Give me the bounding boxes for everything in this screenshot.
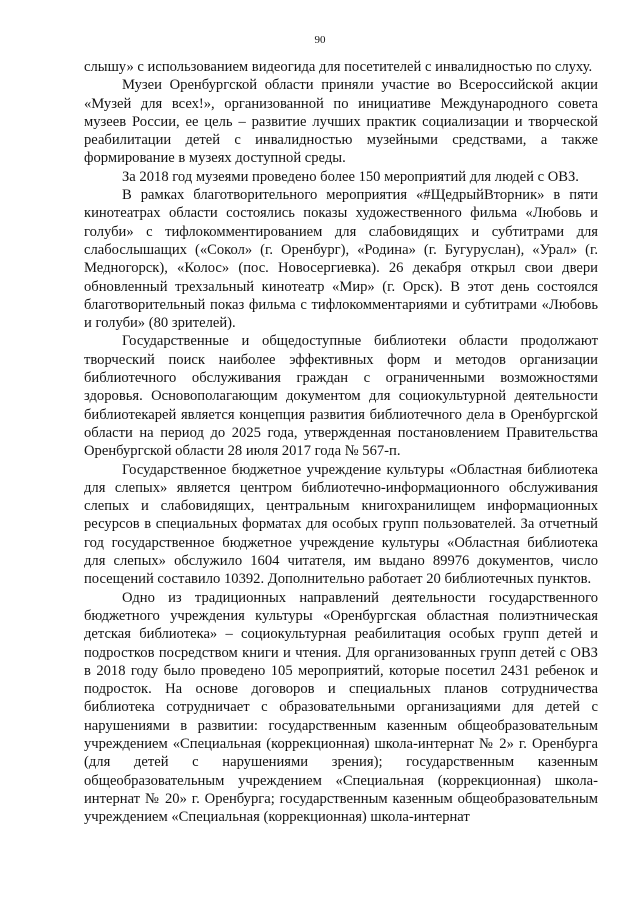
paragraph-libraries: Государственные и общедоступные библиотеки области продолжают творческий поиск наиболее эффективных форм и методов организации библиотечного обслуживания граждан с ограниченными возможностями здоровья. Основополагающим документом для социокультурной деятельности библиотекарей является концепция развития библиотечного дела в Оренбургской области на период до 2025 года, утвержденная постановлением Правительства Оренбургской области 28 июля 2017 года № 567-п.	[84, 333, 598, 460]
page-body	[84, 58, 598, 826]
paragraph-childrens-library: Одно из традиционных направлений деятельности государственного бюджетного учреждения культуры «Оренбургская областная полиэтническая детская библиотека» – социокультурная реабилитация особых групп детей и подростков посредством книги и чтения. Для организованных групп детей с ОВЗ в 2018 году было проведено 105 мероприятий, которые посетил 2431 ребенок и подросток. На основе договоров и специальных планов сотрудничества библиотека сотрудничает с образовательными организациями для детей с нарушениями в развитии: государственным казенным общеобразовательным учреждением «Специальная (коррекционная) школа-интернат № 2» г. Оренбурга (для детей с нарушениями зрения); государственным казенным общеобразовательным учреждением «Специальная (коррекционная) школа-интернат № 20» г. Оренбурга; государственным казенным общеобразовательным учреждением «Специальная (коррекционная) школа-интернат	[84, 589, 598, 826]
page-number: 90	[314, 34, 326, 46]
paragraph-library-for-blind: Государственное бюджетное учреждение культуры «Областная библиотека для слепых» является центром библиотечно-информационного обслуживания слепых и слабовидящих, центральным книгохранилищем информационных ресурсов в специальных форматах для особых групп пользователей. За отчетный год государственное бюджетное учреждение культуры «Областная библиотека для слепых» обслужило 1604 читателя, им выдано 89976 документов, число посещений составило 10392. Дополнительно работает 20 библиотечных пунктов.	[84, 461, 598, 588]
paragraph-museum-events: За 2018 год музеями проведено более 150 мероприятий для людей с ОВЗ.	[122, 168, 579, 185]
paragraph-cinema-screenings: В рамках благотворительного мероприятия «#ЩедрыйВторник» в пяти кинотеатрах области состоялись показы художественного фильма «Любовь и голуби» с тифлокомментированием для слабовидящих и субтитрами для слабослышащих («Сокол» (г. Оренбург), «Родина» (г. Бугуруслан), «Урал» (г. Медногорск), «Колос» (пос. Новосергиевка). 26 декабря открыл свои двери обновленный трехзальный кинотеатр «Мир» (г. Орск). В этот день состоялся благотворительный показ фильма с тифлокомментариями и субтитрами «Любовь и голуби» (80 зрителей).	[84, 187, 598, 332]
paragraph-continuation: слышу» с использованием видеогида для посетителей с инвалидностью по слуху.	[84, 59, 593, 75]
paragraph-museums-action: Музеи Оренбургской области приняли участие во Всероссийской акции «Музей для всех!», организованной по инициативе Международного совета музеев России, ее цель – развитие лучших практик социализации и творческой реабилитации детей с инвалидностью музейными средствами, а также формирование в музеях доступной среды.	[84, 77, 598, 167]
